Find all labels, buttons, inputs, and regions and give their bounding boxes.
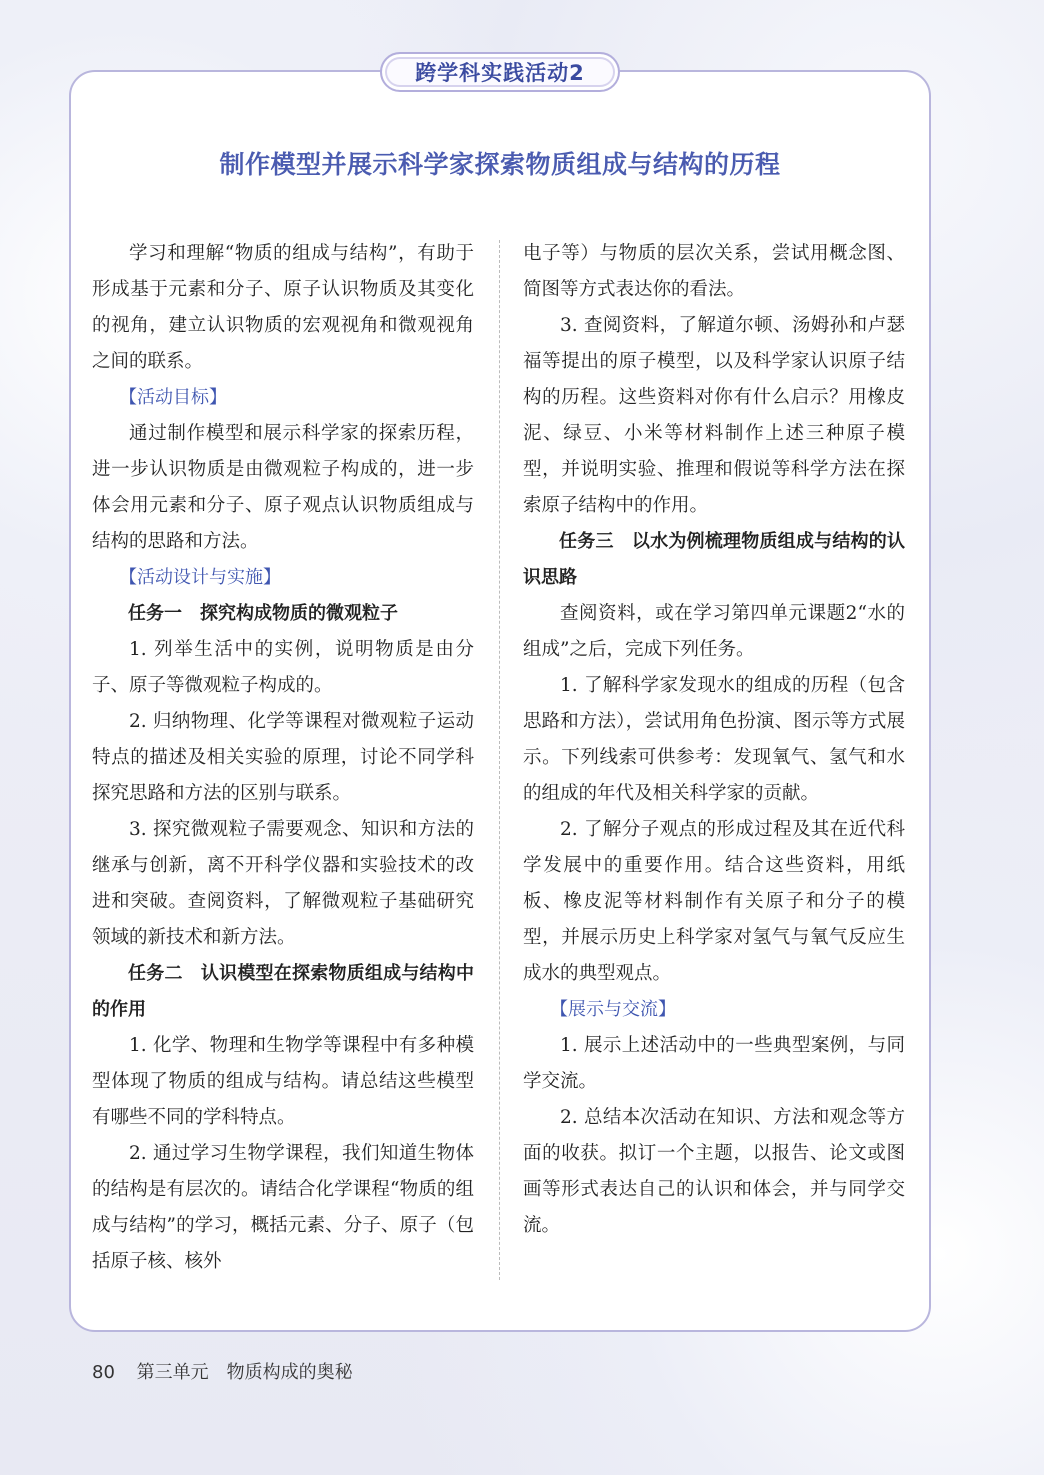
paragraph: 1. 展示上述活动中的一些典型案例，与同学交流。 [523,1035,905,1092]
paragraph: 1. 了解科学家发现水的组成的历程（包含思路和方法），尝试用角色扮演、图示等方式展示。下列线索可供参考：发现氧气、氢气和水的组成的年代及相关科学家的贡献。 [523,675,905,804]
paragraph: 查阅资料，或在学习第四单元课题2“水的组成”之后，完成下列任务。 [523,603,905,660]
paragraph: 3. 查阅资料，了解道尔顿、汤姆孙和卢瑟福等提出的原子模型，以及科学家认识原子结构的历程。这些资料对你有什么启示？用橡皮泥、绿豆、小米等材料制作上述三种原子模型，并说明实验、推理和假说等科学方法在探索原子结构中的作用。 [523,315,905,516]
column-divider [499,240,500,1280]
page-title: 制作模型并展示科学家探索物质组成与结构的历程 [219,150,781,179]
paragraph-continued: 电子等）与物质的层次关系，尝试用概念图、简图等方式表达你的看法。 [523,243,905,300]
paragraph: 通过制作模型和展示科学家的探索历程，进一步认识物质是由微观粒子构成的，进一步体会用元素和分子、原子观点认识物质组成与结构的思路和方法。 [92,423,474,552]
paragraph: 2. 归纳物理、化学等课程对微观粒子运动特点的描述及相关实验的原理，讨论不同学科探究思路和方法的区别与联系。 [92,711,474,804]
task-heading: 任务二 认识模型在探索物质组成与结构中的作用 [92,963,474,1020]
paragraph: 2. 总结本次活动在知识、方法和观念等方面的收获。拟订一个主题，以报告、论文或图画等形式表达自己的认识和体会，并与同学交流。 [523,1107,905,1236]
activity-badge-label: 跨学科实践活动2 [415,61,585,85]
paragraph: 2. 了解分子观点的形成过程及其在近代科学发展中的重要作用。结合这些资料，用纸板、橡皮泥等材料制作有关原子和分子的模型，并展示历史上科学家对氢气与氧气反应生成水的典型观点。 [523,819,905,984]
section-heading: 【活动设计与实施】 [119,567,281,588]
left-column [92,236,474,1280]
page-footer [92,1358,353,1384]
task-heading: 任务三 以水为例梳理物质组成与结构的认识思路 [523,531,905,588]
activity-badge [380,52,620,92]
paragraph: 1. 化学、物理和生物学等课程中有多种模型体现了物质的组成与结构。请总结这些模型有哪些不同的学科特点。 [92,1035,474,1128]
paragraph: 1. 列举生活中的实例，说明物质是由分子、原子等微观粒子构成的。 [92,639,474,696]
task-heading: 任务一 探究构成物质的微观粒子 [128,603,398,624]
paragraph: 2. 通过学习生物学课程，我们知道生物体的结构是有层次的。请结合化学课程“物质的组成与结构”的学习，概括元素、分子、原子（包括原子核、核外 [92,1143,474,1272]
page-number: 80 [92,1362,115,1383]
unit-title: 第三单元 物质构成的奥秘 [136,1362,353,1383]
section-heading: 【展示与交流】 [550,999,676,1020]
paragraph: 学习和理解“物质的组成与结构”，有助于形成基于元素和分子、原子认识物质及其变化的视角，建立认识物质的宏观视角和微观视角之间的联系。 [92,243,474,372]
paragraph: 3. 探究微观粒子需要观念、知识和方法的继承与创新，离不开科学仪器和实验技术的改进和突破。查阅资料，了解微观粒子基础研究领域的新技术和新方法。 [92,819,474,948]
right-column [523,236,905,1244]
section-heading: 【活动目标】 [119,387,227,408]
